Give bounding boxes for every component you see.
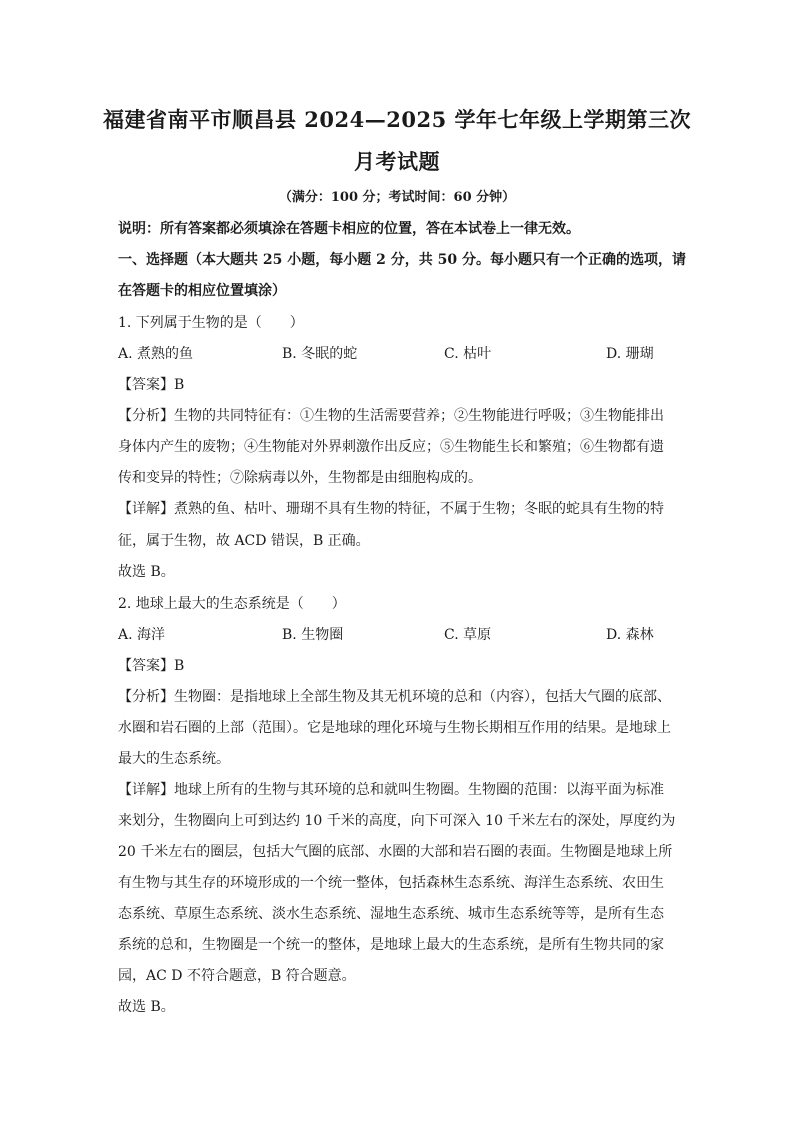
detail-line: 态系统、草原生态系统、淡水生态系统、湿地生态系统、城市生态系统等等，是所有生态 [118, 906, 664, 922]
detail-line: 来划分，生物圈向上可到达约 10 千米的高度，向下可深入 10 千米左右的深处，厚度约为 [118, 813, 676, 829]
option-c: C. 枯叶 [444, 346, 492, 362]
question-stem: 1. 下列属于生物的是（ ） [118, 315, 304, 331]
score-info: （满分：100 分；考试时间：60 分钟） [278, 190, 516, 205]
option-a: A. 海洋 [118, 627, 166, 643]
analysis-line: 【分析】生物圈：是指地球上全部生物及其无机环境的总和（内容），包括大气圈的底部、 [118, 689, 671, 705]
instruction: 说明：所有答案都必须填涂在答题卡相应的位置，答在本试卷上一律无效。 [118, 221, 580, 237]
answer-label: 【答案】B [118, 658, 185, 674]
analysis-line: 水圈和岩石圈的上部（范围）。它是地球的理化环境与生物长期相互作用的结果。是地球上 [118, 720, 671, 736]
analysis-line: 【分析】生物的共同特征有：①生物的生活需要营养；②生物能进行呼吸；③生物能排出 [118, 408, 664, 424]
conclusion: 故选 B。 [118, 564, 175, 580]
detail-line: 系统的总和，生物圈是一个统一的整体，是地球上最大的生态系统，是所有生物共同的家 [118, 937, 664, 953]
answer-label: 【答案】B [118, 377, 185, 393]
option-b: B. 生物圈 [282, 627, 344, 643]
section-header-line2: 在答题卡的相应位置填涂） [118, 283, 286, 299]
analysis-line: 传和变异的特性；⑦除病毒以外，生物都是由细胞构成的。 [118, 470, 482, 486]
analysis-line: 最大的生态系统。 [118, 751, 230, 767]
detail-line: 20 千米左右的圈层，包括大气圈的底部、水圈的大部和岩石圈的表面。生物圈是地球上所 [118, 844, 673, 860]
detail-line: 有生物与其生存的环境形成的一个统一整体，包括森林生态系统、海洋生态系统、农田生 [118, 875, 664, 891]
option-a: A. 煮熟的鱼 [118, 346, 194, 362]
detail-line: 【详解】地球上所有的生物与其环境的总和就叫生物圈。生物圈的范围：以海平面为标准 [118, 782, 664, 798]
option-c: C. 草原 [444, 627, 492, 643]
option-d: D. 珊瑚 [606, 346, 654, 362]
detail-line: 【详解】煮熟的鱼、枯叶、珊瑚不具有生物的特征，不属于生物；冬眠的蛇具有生物的特 [118, 501, 664, 517]
option-d: D. 森林 [606, 627, 654, 643]
question-stem: 2. 地球上最大的生态系统是（ ） [118, 596, 346, 612]
exam-title-line1: 福建省南平市顺昌县 2024—2025 学年七年级上学期第三次 [102, 107, 691, 132]
analysis-line: 身体内产生的废物；④生物能对外界刺激作出反应；⑤生物能生长和繁殖；⑥生物都有遗 [118, 439, 664, 455]
section-header-line1: 一、选择题（本大题共 25 小题，每小题 2 分，共 50 分。每小题只有一个正确的选项，请 [118, 252, 686, 268]
detail-line: 园，AC D 不符合题意，B 符合题意。 [118, 968, 356, 984]
conclusion: 故选 B。 [118, 999, 175, 1015]
option-b: B. 冬眠的蛇 [282, 346, 358, 362]
detail-line: 征，属于生物，故 ACD 错误，B 正确。 [118, 533, 370, 549]
exam-title-line2: 月考试题 [354, 149, 440, 174]
